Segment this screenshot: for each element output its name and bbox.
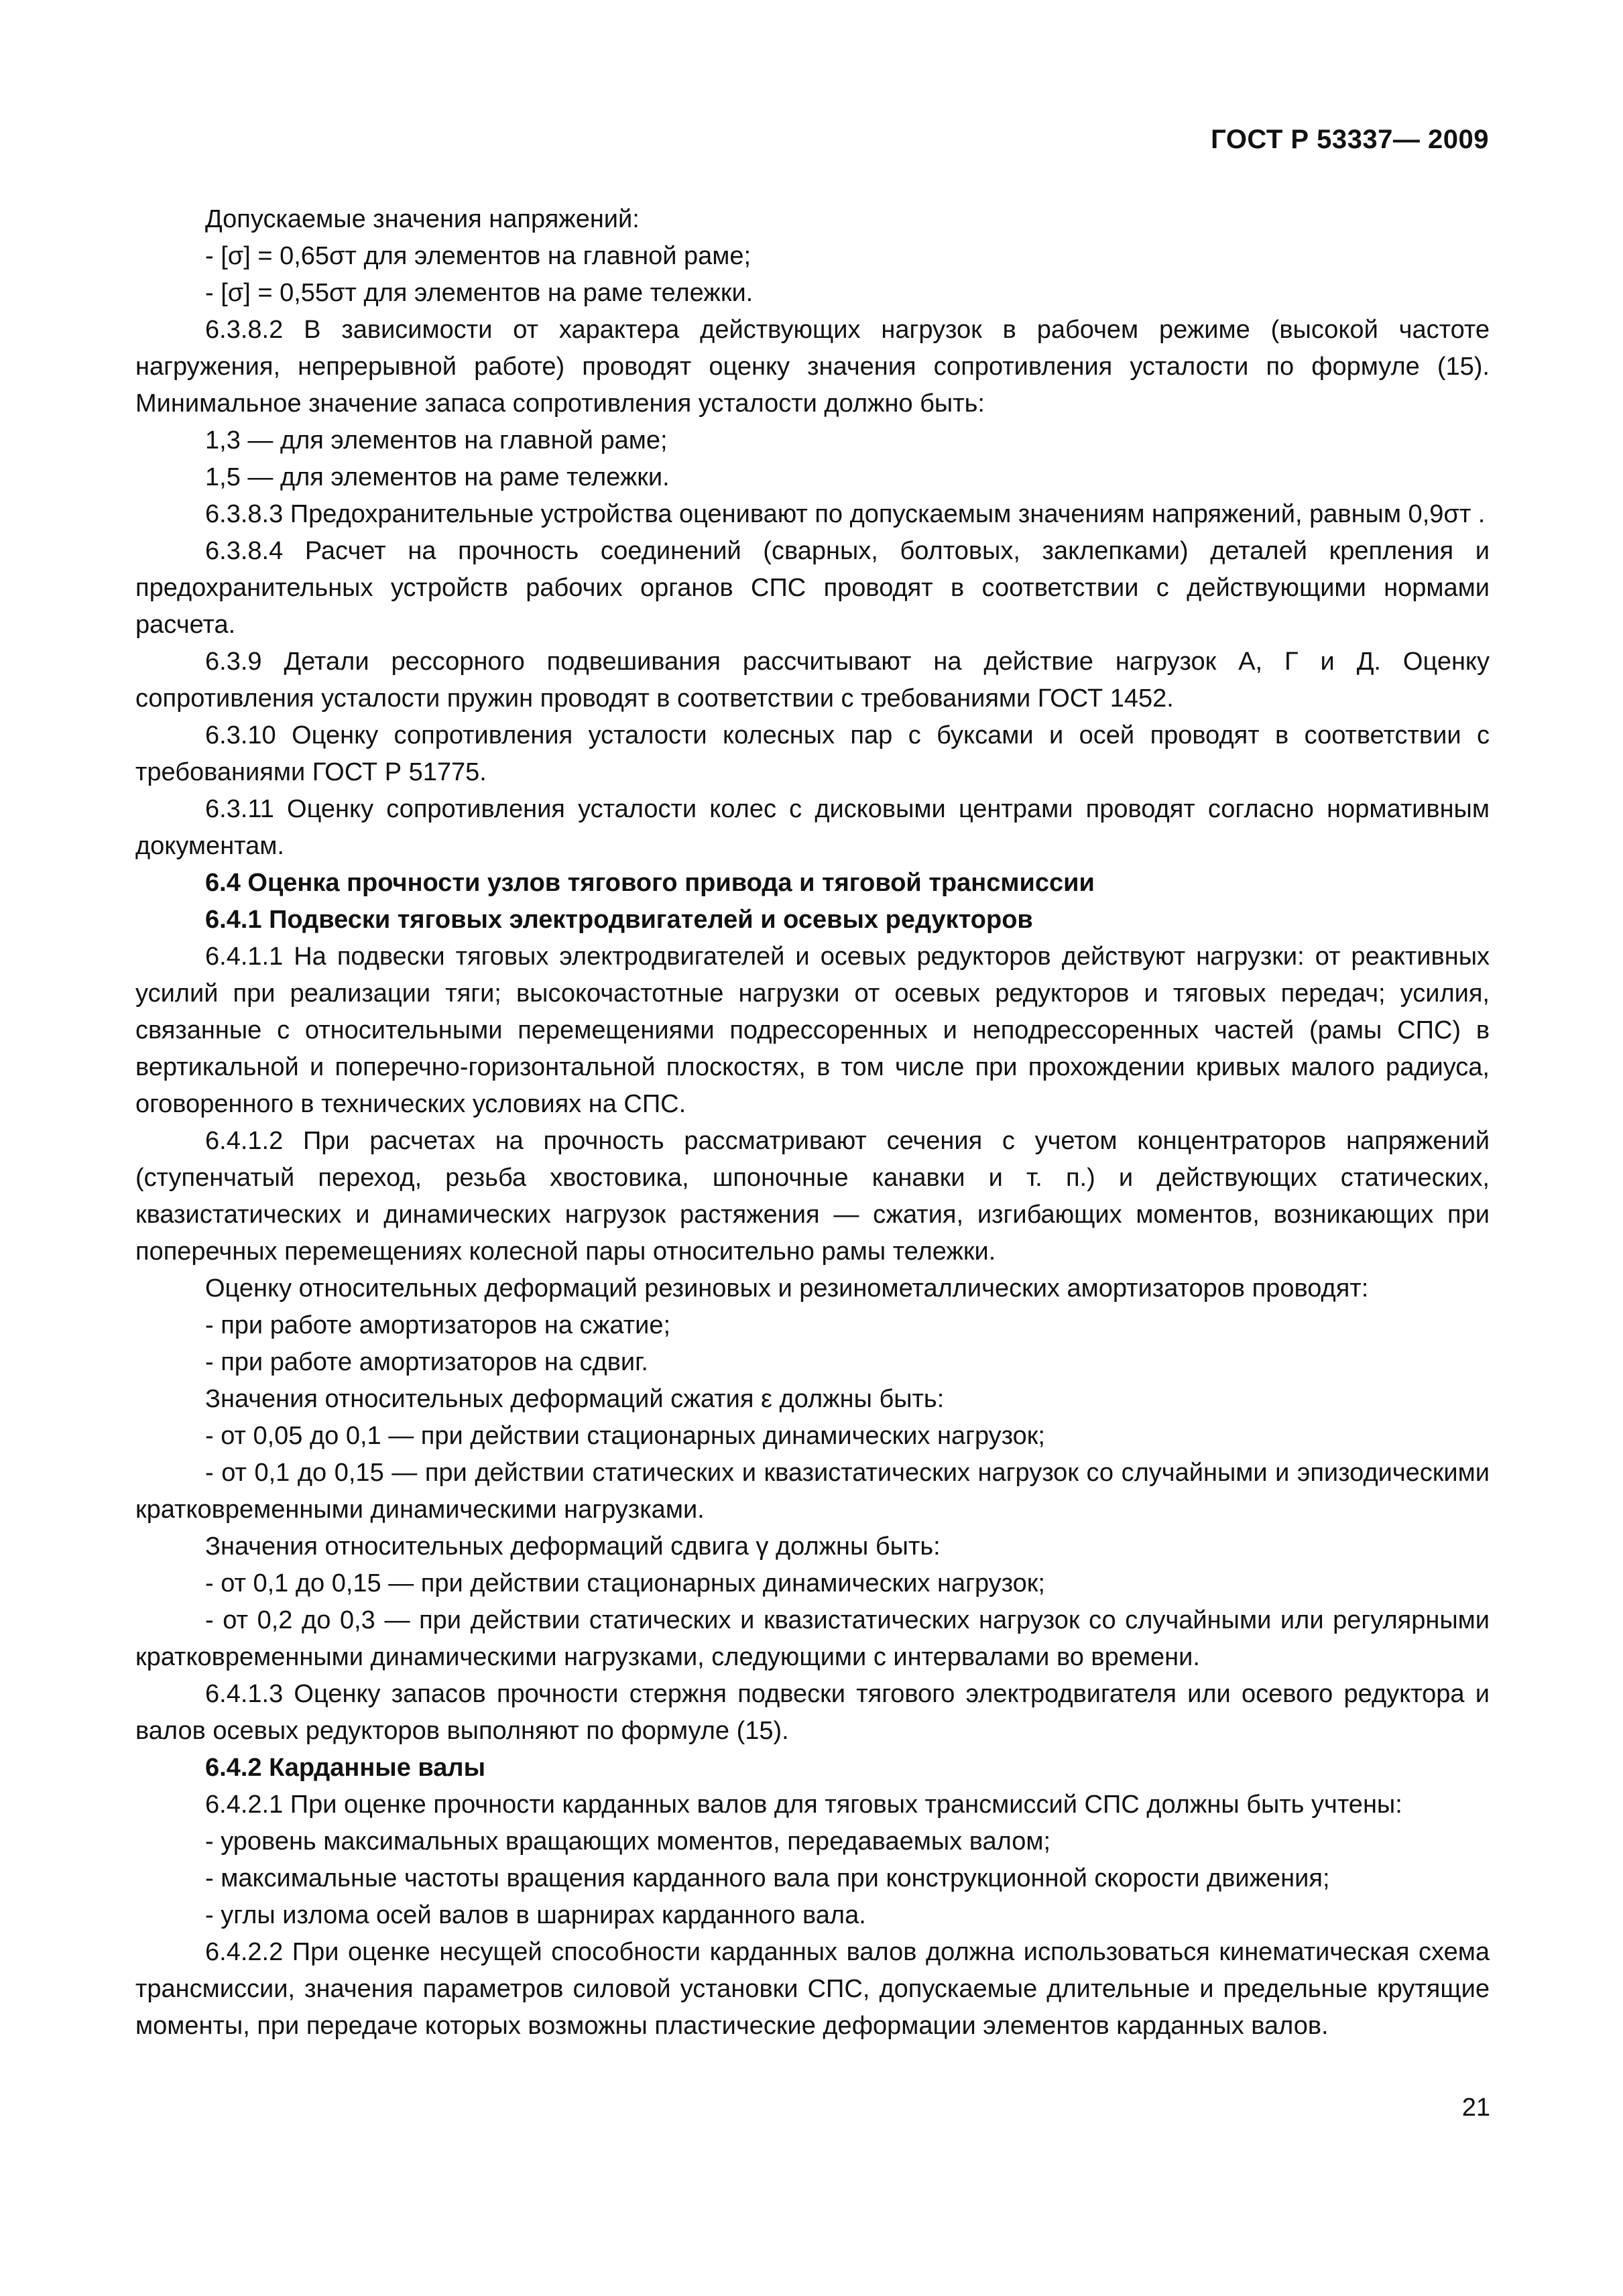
paragraph: - [σ] = 0,55σт для элементов на раме тележки. [205,279,754,307]
paragraph: Значения относительных деформаций сжатия ε должны быть: [205,1385,945,1413]
paragraph: - углы излома осей валов в шарнирах карданного вала. [205,1901,866,1929]
paragraph: Допускаемые значения напряжений: [205,205,640,233]
paragraph: 6.4.1.3 Оценку запасов прочности стержня подвески тягового электродвигателя или осевого редуктора и валов осевых редукторов выполняют по формуле (15). [135,1680,1490,1745]
paragraph: 6.4.1.2 При расчетах на прочность рассматривают сечения с учетом концентраторов напряжений (ступенчатый переход, резьба хвостовика, шпоночные канавки и т. п.) и действующих статических, квазистатических и динамических нагрузок растяжения — сжатия, изгибающих моментов, возникающих при поперечных перемещениях колесной пары относительно рамы тележки. [135,1127,1490,1266]
paragraph: - от 0,1 до 0,15 — при действии стационарных динамических нагрузок; [205,1569,1045,1597]
paragraph: Значения относительных деформаций сдвига γ должны быть: [205,1532,941,1561]
paragraph: 6.4.1.1 На подвески тяговых электродвигателей и осевых редукторов действуют нагрузки: от реактивных усилий при реализации тяги; высокочастотные нагрузки от осевых редукторов и тяговых передач; усилия, связанные с относительными перемещениями подрессоренных и неподрессоренных частей (рамы СПС) в вертикальной и поперечно-горизонтальной плоскостях, в том числе при прохождении кривых малого радиуса, оговоренного в технических условиях на СПС. [135,943,1490,1118]
paragraph: 6.3.9 Детали рессорного подвешивания рассчитывают на действие нагрузок А, Г и Д. Оценку сопротивления усталости пружин проводят в соответствии с требованиями ГОСТ 1452. [135,648,1490,713]
paragraph: 1,5 — для элементов на раме тележки. [205,463,670,491]
section-heading: 6.4.1 Подвески тяговых электродвигателей и осевых редукторов [205,906,1033,934]
paragraph: 6.3.8.3 Предохранительные устройства оценивают по допускаемым значениям напряжений, равным 0,9σт . [205,500,1486,528]
paragraph: - от 0,1 до 0,15 — при действии статических и квазистатических нагрузок со случайными и эпизодическими кратковременными динамическими нагрузками. [135,1459,1490,1524]
paragraph: - уровень максимальных вращающих моментов, передаваемых валом; [205,1827,1051,1856]
page-number: 21 [1461,2094,1490,2122]
paragraph: - при работе амортизаторов на сжатие; [205,1311,671,1339]
paragraph: - максимальные частоты вращения карданного вала при конструкционной скорости движения; [205,1864,1330,1892]
paragraph: 6.3.10 Оценку сопротивления усталости колесных пар с буксами и осей проводят в соответствии с требованиями ГОСТ Р 51775. [135,721,1490,786]
paragraph: Оценку относительных деформаций резиновых и резинометаллических амортизаторов проводят: [205,1274,1369,1303]
section-heading: 6.4 Оценка прочности узлов тягового привода и тяговой трансмиссии [205,869,1095,897]
paragraph: - [σ] = 0,65σт для элементов на главной раме; [205,242,752,270]
paragraph: 6.3.8.4 Расчет на прочность соединений (сварных, болтовых, заклепками) деталей крепления и предохранительных устройств рабочих органов СПС проводят в соответствии с действующими нормами расчета. [135,537,1490,639]
document-body [135,201,1490,2045]
paragraph: - от 0,2 до 0,3 — при действии статических и квазистатических нагрузок со случайными или регулярными кратковременными динамическими нагрузками, следующими с интервалами во времени. [135,1606,1490,1671]
paragraph: 6.4.2.1 При оценке прочности карданных валов для тяговых трансмиссий СПС должны быть учтены: [205,1791,1402,1819]
document-header-code: ГОСТ Р 53337— 2009 [1211,125,1489,154]
paragraph: - от 0,05 до 0,1 — при действии стационарных динамических нагрузок; [205,1422,1045,1450]
paragraph: - при работе амортизаторов на сдвиг. [205,1348,648,1376]
paragraph: 6.4.2.2 При оценке несущей способности карданных валов должна использоваться кинематическая схема трансмиссии, значения параметров силовой установки СПС, допускаемые длительные и предельные крутящие моменты, при передаче которых возможны пластические деформации элементов карданных валов. [135,1938,1490,2040]
paragraph: 6.3.8.2 В зависимости от характера действующих нагрузок в рабочем режиме (высокой частоте нагружения, непрерывной работе) проводят оценку значения сопротивления усталости по формуле (15). Минимальное значение запаса сопротивления усталости должно быть: [135,316,1490,418]
section-heading: 6.4.2 Карданные валы [205,1754,486,1782]
paragraph: 1,3 — для элементов на главной раме; [205,426,668,455]
paragraph: 6.3.11 Оценку сопротивления усталости колес с дисковыми центрами проводят согласно нормативным документам. [135,795,1490,860]
